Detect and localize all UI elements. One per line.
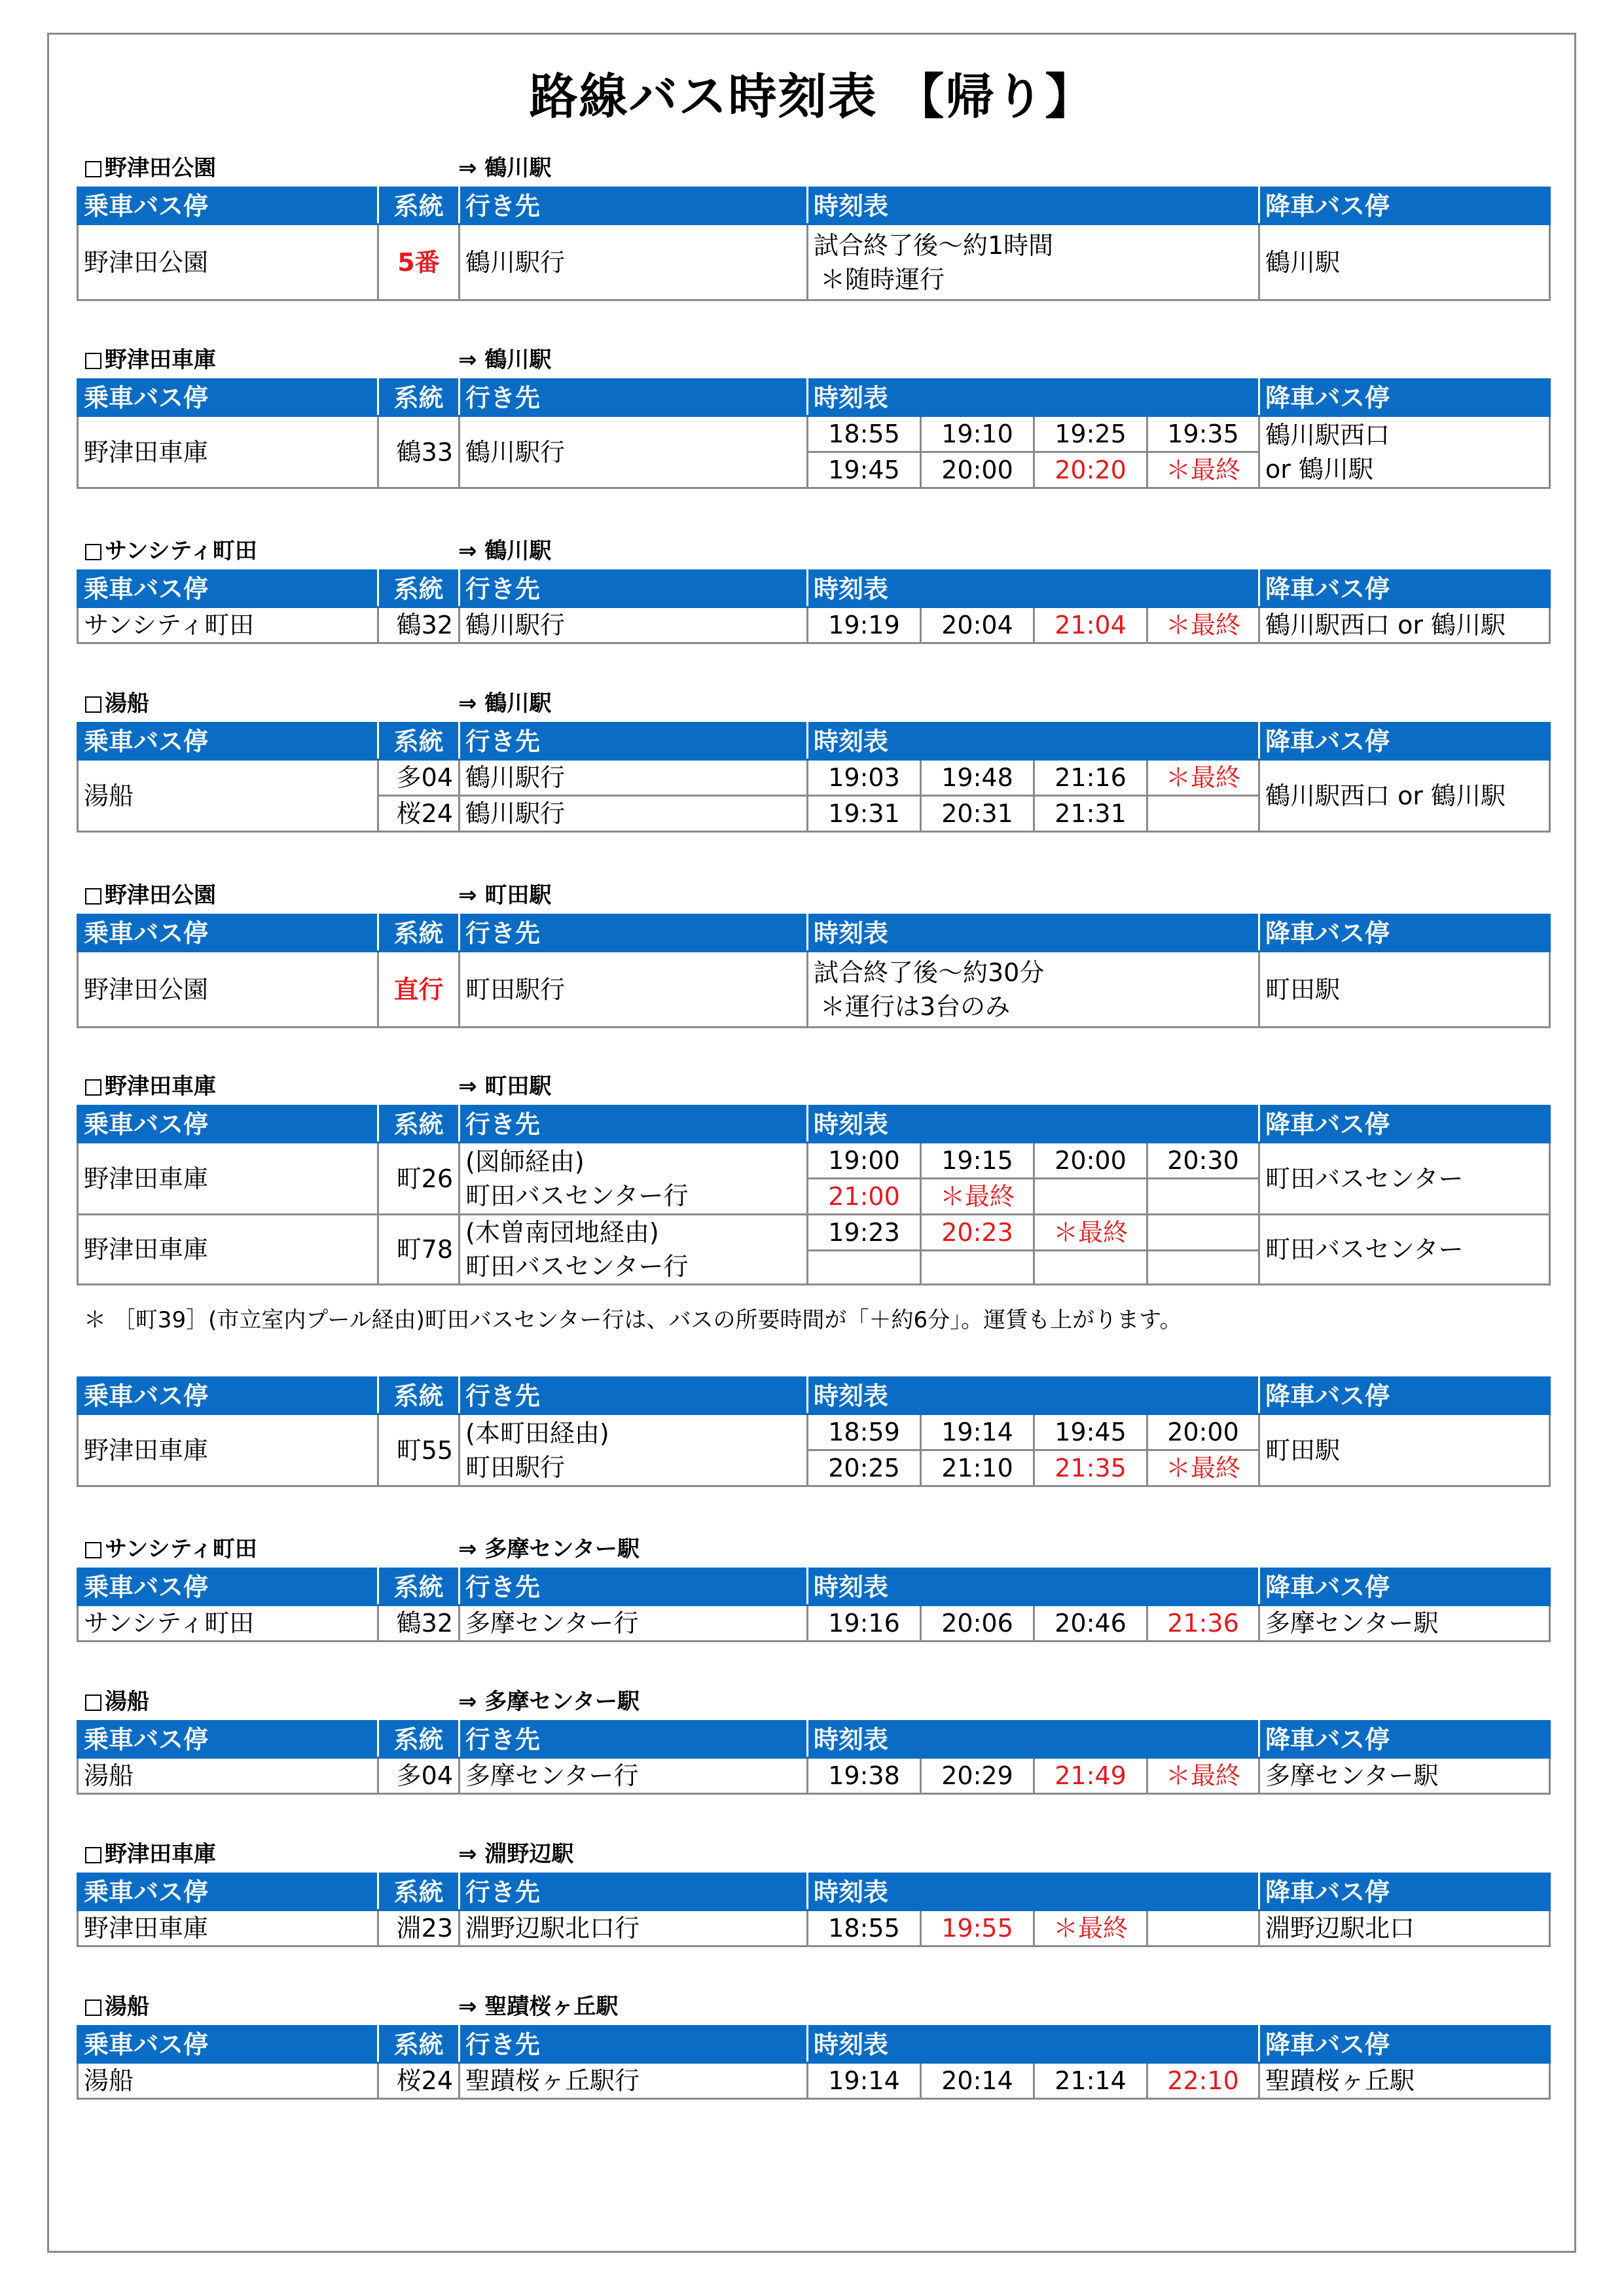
destination: (本町田経由) 町田駅行 bbox=[460, 1414, 808, 1486]
departure-time: 19:23 bbox=[808, 1215, 921, 1251]
header-timetable: 時刻表 bbox=[808, 2026, 1259, 2063]
timetable bbox=[77, 1105, 1551, 1285]
header-route: 系統 bbox=[378, 723, 460, 760]
boarding-stop: サンシティ町田 bbox=[78, 607, 378, 643]
checkbox-icon bbox=[85, 544, 101, 560]
departure-time: 19:45 bbox=[808, 452, 921, 488]
table-row bbox=[78, 224, 1550, 300]
departure-time: 18:55 bbox=[808, 416, 921, 452]
schedule-note: 試合終了後～約1時間 ＊随時運行 bbox=[808, 224, 1259, 300]
checkbox-icon bbox=[85, 888, 101, 905]
route-number: 多04 bbox=[378, 1758, 460, 1794]
header-route: 系統 bbox=[378, 380, 460, 416]
timetable bbox=[77, 187, 1551, 301]
alight-stop: 町田バスセンター bbox=[1259, 1143, 1550, 1215]
last-bus-mark: ＊最終 bbox=[1034, 1215, 1147, 1251]
header-timetable: 時刻表 bbox=[808, 188, 1259, 224]
alight-stop: 淵野辺駅北口 bbox=[1259, 1910, 1550, 1946]
empty-cell bbox=[808, 1251, 921, 1285]
departure-time: 19:14 bbox=[921, 1414, 1034, 1450]
route-number: 淵23 bbox=[378, 1910, 460, 1946]
departure-time: 19:48 bbox=[921, 760, 1034, 796]
boarding-stop: 野津田公園 bbox=[78, 224, 378, 300]
alight-stop: 町田駅 bbox=[1259, 1414, 1550, 1486]
boarding-stop: サンシティ町田 bbox=[78, 1605, 378, 1641]
header-stop: 乗車バス停 bbox=[78, 915, 378, 952]
departure-time: 20:06 bbox=[921, 1605, 1034, 1641]
route-number: 鶴33 bbox=[378, 416, 460, 488]
departure-time: 19:45 bbox=[1034, 1414, 1147, 1450]
last-bus-mark: ＊最終 bbox=[1147, 452, 1259, 488]
departure-time: 20:31 bbox=[921, 796, 1034, 832]
empty-cell bbox=[1147, 1215, 1259, 1251]
table-header-row bbox=[78, 188, 1550, 224]
timetable bbox=[77, 1568, 1551, 1642]
departure-time: 20:29 bbox=[921, 1758, 1034, 1794]
departure-time: 21:10 bbox=[921, 1450, 1034, 1486]
last-departure-time: 21:49 bbox=[1034, 1758, 1147, 1794]
empty-cell bbox=[1147, 1910, 1259, 1946]
departure-time: 19:10 bbox=[921, 416, 1034, 452]
timetable bbox=[77, 378, 1551, 489]
destination: 鶴川駅行 bbox=[460, 760, 808, 796]
page-title: 路線バス時刻表 【帰り】 bbox=[529, 69, 1095, 125]
destination: 鶴川駅行 bbox=[460, 224, 808, 300]
departure-time: 19:14 bbox=[808, 2063, 921, 2099]
checkbox-icon bbox=[85, 353, 101, 369]
empty-cell bbox=[1147, 796, 1259, 832]
departure-time: 19:38 bbox=[808, 1758, 921, 1794]
departure-time: 19:35 bbox=[1147, 416, 1259, 452]
last-departure-time: 21:00 bbox=[808, 1179, 921, 1215]
header-stop: 乗車バス停 bbox=[78, 1569, 378, 1605]
table-header-row bbox=[78, 1378, 1550, 1414]
header-alight: 降車バス停 bbox=[1259, 571, 1550, 607]
timetable bbox=[77, 914, 1551, 1028]
route-number: 5番 bbox=[378, 224, 460, 300]
alight-stop: 鶴川駅西口 or 鶴川駅 bbox=[1259, 607, 1550, 643]
header-route: 系統 bbox=[378, 915, 460, 952]
departure-time: 19:15 bbox=[921, 1143, 1034, 1179]
table-header-row bbox=[78, 380, 1550, 416]
departure-time: 19:00 bbox=[808, 1143, 921, 1179]
timetable bbox=[77, 722, 1551, 833]
header-route: 系統 bbox=[378, 1106, 460, 1143]
header-destination: 行き先 bbox=[460, 1721, 808, 1758]
header-route: 系統 bbox=[378, 571, 460, 607]
table-row bbox=[78, 952, 1550, 1028]
header-destination: 行き先 bbox=[460, 1106, 808, 1143]
last-departure-time: 19:55 bbox=[921, 1910, 1034, 1946]
header-stop: 乗車バス停 bbox=[78, 380, 378, 416]
empty-cell bbox=[1034, 1179, 1147, 1215]
destination: 鶴川駅行 bbox=[460, 416, 808, 488]
empty-cell bbox=[921, 1251, 1034, 1285]
table-header-row bbox=[78, 915, 1550, 952]
departure-time: 19:16 bbox=[808, 1605, 921, 1641]
header-alight: 降車バス停 bbox=[1259, 1721, 1550, 1758]
header-stop: 乗車バス停 bbox=[78, 1721, 378, 1758]
route-number: 多04 bbox=[378, 760, 460, 796]
departure-time: 18:55 bbox=[808, 1910, 921, 1946]
header-alight: 降車バス停 bbox=[1259, 1378, 1550, 1414]
route-number: 町26 bbox=[378, 1143, 460, 1215]
header-stop: 乗車バス停 bbox=[78, 571, 378, 607]
checkbox-icon bbox=[85, 161, 101, 177]
header-timetable: 時刻表 bbox=[808, 1874, 1259, 1910]
last-departure-time: 21:04 bbox=[1034, 607, 1147, 643]
last-bus-mark: ＊最終 bbox=[1147, 607, 1259, 643]
header-destination: 行き先 bbox=[460, 380, 808, 416]
header-alight: 降車バス停 bbox=[1259, 380, 1550, 416]
table-row bbox=[78, 2063, 1550, 2099]
boarding-stop: 野津田車庫 bbox=[78, 1215, 378, 1285]
table-header-row bbox=[78, 1569, 1550, 1605]
last-bus-mark: ＊最終 bbox=[1034, 1910, 1147, 1946]
departure-time: 21:14 bbox=[1034, 2063, 1147, 2099]
table-row bbox=[78, 1143, 1550, 1179]
destination: 鶴川駅行 bbox=[460, 607, 808, 643]
last-departure-time: 20:23 bbox=[921, 1215, 1034, 1251]
header-alight: 降車バス停 bbox=[1259, 1569, 1550, 1605]
table-row bbox=[78, 1605, 1550, 1641]
departure-time: 20:14 bbox=[921, 2063, 1034, 2099]
alight-stop: 鶴川駅西口 or 鶴川駅 bbox=[1259, 760, 1550, 832]
departure-time: 19:31 bbox=[808, 796, 921, 832]
boarding-stop: 湯船 bbox=[78, 2063, 378, 2099]
checkbox-icon bbox=[85, 1542, 101, 1558]
boarding-stop: 野津田公園 bbox=[78, 952, 378, 1028]
departure-time: 19:19 bbox=[808, 607, 921, 643]
alight-stop: 聖蹟桜ヶ丘駅 bbox=[1259, 2063, 1550, 2099]
checkbox-icon bbox=[85, 1695, 101, 1711]
header-destination: 行き先 bbox=[460, 915, 808, 952]
table-header-row bbox=[78, 2026, 1550, 2063]
header-route: 系統 bbox=[378, 188, 460, 224]
destination: 聖蹟桜ヶ丘駅行 bbox=[460, 2063, 808, 2099]
header-route: 系統 bbox=[378, 1378, 460, 1414]
departure-time: 19:03 bbox=[808, 760, 921, 796]
alight-stop: 鶴川駅 bbox=[1259, 224, 1550, 300]
route-number: 鶴32 bbox=[378, 607, 460, 643]
header-timetable: 時刻表 bbox=[808, 1721, 1259, 1758]
schedule-note: 試合終了後～約30分 ＊運行は3台のみ bbox=[808, 952, 1259, 1028]
boarding-stop: 野津田車庫 bbox=[78, 416, 378, 488]
header-timetable: 時刻表 bbox=[808, 915, 1259, 952]
checkbox-icon bbox=[85, 1079, 101, 1096]
alight-stop: 鶴川駅西口 or 鶴川駅 bbox=[1259, 416, 1550, 488]
destination: 多摩センター行 bbox=[460, 1758, 808, 1794]
route-number: 桜24 bbox=[378, 2063, 460, 2099]
header-destination: 行き先 bbox=[460, 1874, 808, 1910]
header-timetable: 時刻表 bbox=[808, 380, 1259, 416]
table-header-row bbox=[78, 723, 1550, 760]
header-destination: 行き先 bbox=[460, 188, 808, 224]
empty-cell bbox=[1147, 1179, 1259, 1215]
empty-cell bbox=[1034, 1251, 1147, 1285]
footnote: ＊ ［町39］(市立室内プール経由)町田バスセンター行は、バスの所要時間が「＋約6分」。運賃も上がります。 bbox=[84, 1307, 1182, 1333]
destination: (図師経由) 町田バスセンター行 bbox=[460, 1143, 808, 1215]
route-number: 町55 bbox=[378, 1414, 460, 1486]
boarding-stop: 湯船 bbox=[78, 760, 378, 832]
header-timetable: 時刻表 bbox=[808, 1569, 1259, 1605]
header-timetable: 時刻表 bbox=[808, 1378, 1259, 1414]
header-alight: 降車バス停 bbox=[1259, 1106, 1550, 1143]
table-row bbox=[78, 416, 1550, 452]
departure-time: 21:31 bbox=[1034, 796, 1147, 832]
table-row bbox=[78, 760, 1550, 796]
last-bus-mark: ＊最終 bbox=[1147, 1450, 1259, 1486]
header-destination: 行き先 bbox=[460, 571, 808, 607]
departure-time: 20:25 bbox=[808, 1450, 921, 1486]
table-header-row bbox=[78, 571, 1550, 607]
timetable bbox=[77, 1376, 1551, 1487]
departure-time: 18:59 bbox=[808, 1414, 921, 1450]
departure-time: 19:25 bbox=[1034, 416, 1147, 452]
last-bus-mark: ＊最終 bbox=[921, 1179, 1034, 1215]
header-timetable: 時刻表 bbox=[808, 1106, 1259, 1143]
last-departure-time: 22:10 bbox=[1147, 2063, 1259, 2099]
header-stop: 乗車バス停 bbox=[78, 188, 378, 224]
timetable bbox=[77, 2025, 1551, 2100]
header-stop: 乗車バス停 bbox=[78, 1106, 378, 1143]
departure-time: 20:04 bbox=[921, 607, 1034, 643]
route-number: 直行 bbox=[378, 952, 460, 1028]
header-route: 系統 bbox=[378, 1721, 460, 1758]
last-bus-mark: ＊最終 bbox=[1147, 1758, 1259, 1794]
route-number: 鶴32 bbox=[378, 1605, 460, 1641]
destination: (木曽南団地経由) 町田バスセンター行 bbox=[460, 1215, 808, 1285]
header-route: 系統 bbox=[378, 1874, 460, 1910]
header-alight: 降車バス停 bbox=[1259, 723, 1550, 760]
destination: 多摩センター行 bbox=[460, 1605, 808, 1641]
last-bus-mark: ＊最終 bbox=[1147, 760, 1259, 796]
alight-stop: 町田バスセンター bbox=[1259, 1215, 1550, 1285]
header-alight: 降車バス停 bbox=[1259, 1874, 1550, 1910]
header-alight: 降車バス停 bbox=[1259, 188, 1550, 224]
destination: 町田駅行 bbox=[460, 952, 808, 1028]
departure-time: 20:46 bbox=[1034, 1605, 1147, 1641]
last-departure-time: 21:35 bbox=[1034, 1450, 1147, 1486]
header-alight: 降車バス停 bbox=[1259, 915, 1550, 952]
departure-time: 20:00 bbox=[921, 452, 1034, 488]
route-number: 桜24 bbox=[378, 796, 460, 832]
table-row bbox=[78, 1910, 1550, 1946]
checkbox-icon bbox=[85, 2000, 101, 2016]
header-timetable: 時刻表 bbox=[808, 571, 1259, 607]
departure-time: 20:30 bbox=[1147, 1143, 1259, 1179]
table-header-row bbox=[78, 1106, 1550, 1143]
empty-cell bbox=[1147, 1251, 1259, 1285]
timetable bbox=[77, 1873, 1551, 1947]
table-row bbox=[78, 1758, 1550, 1794]
header-stop: 乗車バス停 bbox=[78, 723, 378, 760]
timetable bbox=[77, 1720, 1551, 1795]
alight-stop: 多摩センター駅 bbox=[1259, 1605, 1550, 1641]
alight-stop: 多摩センター駅 bbox=[1259, 1758, 1550, 1794]
route-number: 町78 bbox=[378, 1215, 460, 1285]
header-stop: 乗車バス停 bbox=[78, 1378, 378, 1414]
header-stop: 乗車バス停 bbox=[78, 1874, 378, 1910]
header-destination: 行き先 bbox=[460, 2026, 808, 2063]
header-route: 系統 bbox=[378, 1569, 460, 1605]
alight-stop: 町田駅 bbox=[1259, 952, 1550, 1028]
header-alight: 降車バス停 bbox=[1259, 2026, 1550, 2063]
boarding-stop: 野津田車庫 bbox=[78, 1414, 378, 1486]
checkbox-icon bbox=[85, 1847, 101, 1863]
boarding-stop: 野津田車庫 bbox=[78, 1910, 378, 1946]
header-destination: 行き先 bbox=[460, 1569, 808, 1605]
table-row bbox=[78, 1215, 1550, 1251]
destination: 淵野辺駅北口行 bbox=[460, 1910, 808, 1946]
header-timetable: 時刻表 bbox=[808, 723, 1259, 760]
table-row bbox=[78, 607, 1550, 643]
boarding-stop: 野津田車庫 bbox=[78, 1143, 378, 1215]
header-stop: 乗車バス停 bbox=[78, 2026, 378, 2063]
header-destination: 行き先 bbox=[460, 1378, 808, 1414]
departure-time: 20:00 bbox=[1147, 1414, 1259, 1450]
table-row bbox=[78, 1414, 1550, 1450]
boarding-stop: 湯船 bbox=[78, 1758, 378, 1794]
checkbox-icon bbox=[85, 696, 101, 713]
table-header-row bbox=[78, 1721, 1550, 1758]
last-departure-time: 20:20 bbox=[1034, 452, 1147, 488]
header-route: 系統 bbox=[378, 2026, 460, 2063]
departure-time: 21:16 bbox=[1034, 760, 1147, 796]
departure-time: 20:00 bbox=[1034, 1143, 1147, 1179]
last-departure-time: 21:36 bbox=[1147, 1605, 1259, 1641]
timetable bbox=[77, 569, 1551, 644]
header-destination: 行き先 bbox=[460, 723, 808, 760]
destination: 鶴川駅行 bbox=[460, 796, 808, 832]
table-header-row bbox=[78, 1874, 1550, 1910]
